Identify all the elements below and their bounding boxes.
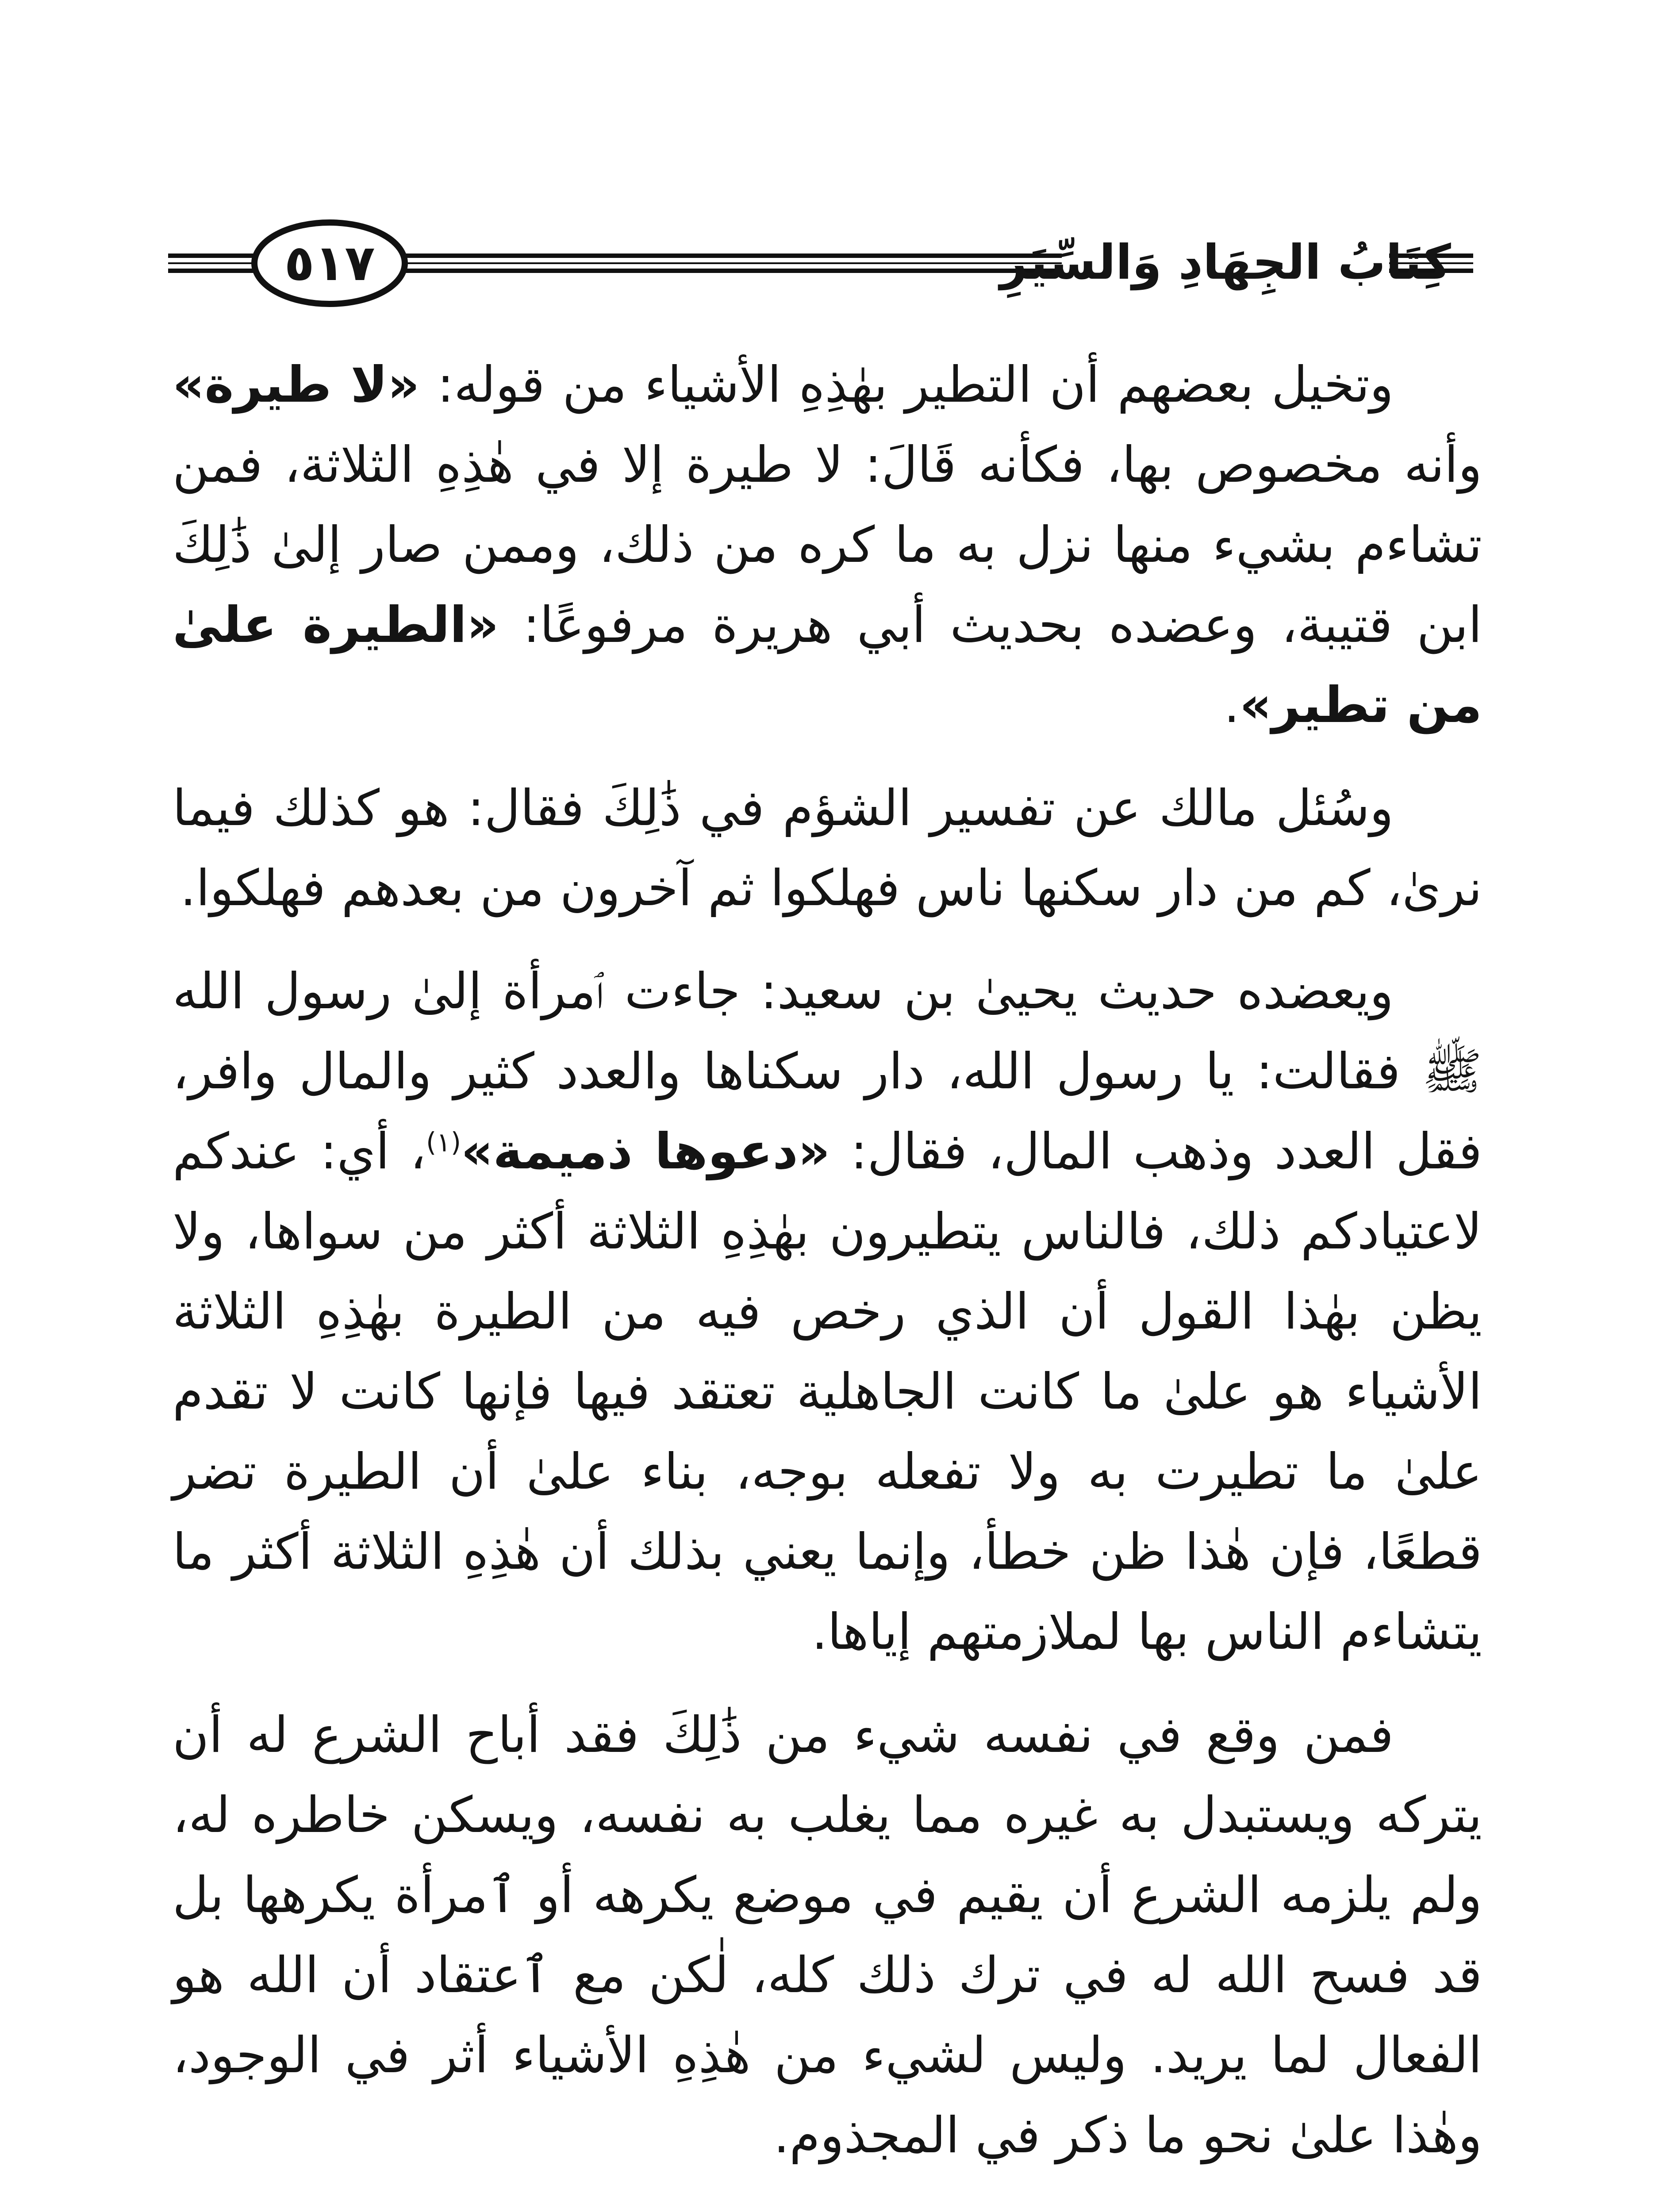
paragraph-text: وأنه مخصوص بها، فكأنه قَالَ: لا طيرة إلا في هٰذِهِ الثلاثة، فمن تشاءم بشيء منها نزل به ما كره من ذلك، وممن صار إلىٰ ذَٰلِكَ ابن قتيبة، وعضده بحديث أبي هريرة مرفوعًا: (173, 436, 1482, 654)
paragraph-1 (173, 345, 1482, 745)
paragraph-text: وتخيل بعضهم أن التطير بهٰذِهِ الأشياء من قوله: (419, 356, 1394, 414)
paragraph-3 (173, 952, 1482, 1672)
paragraph-4: فمن وقع في نفسه شيء من ذَٰلِكَ فقد أباح الشرع له أن يتركه ويستبدل به غيره مما يغلب به نفسه، ويسكن خاطره له، ولم يلزمه الشرع أن يقيم في موضع يكرهه أو ٱمرأة يكرهها بل قد فسح الله له في ترك ذلك كله، لٰكن مع ٱعتقاد أن الله هو الفعال لما يريد. وليس لشيء من هٰذِهِ الأشياء أثر في الوجود، وهٰذا علىٰ نحو ما ذكر في المجذوم. (173, 1706, 1482, 2164)
paragraph-2: وسُئل مالك عن تفسير الشؤم في ذَٰلِكَ فقال: هو كذلك فيما نرىٰ، كم من دار سكنها ناس فهلكوا ثم آخرون من بعدهم فهلكوا. (173, 780, 1482, 917)
footnote-reference[interactable]: (١) (426, 1127, 461, 1158)
running-header-title: كِتَابُ الجِهَادِ وَالسِّيَرِ (1062, 229, 1389, 296)
paragraph-text: ويعضده حديث يحيىٰ بن سعيد: جاءت ٱمرأة إلىٰ رسول الله ﷺ فقالت: يا رسول الله، دار سكناها والعدد كثير والمال وافر، فقل العدد وذهب المال، فقال: (173, 963, 1482, 1180)
main-text (173, 345, 1482, 2199)
hadith-quote: «لا طيرة» (173, 356, 420, 414)
page-number: ٥١٧ (284, 234, 375, 292)
paragraph-text: ، أي: عندكم لاعتيادكم ذلك، فالناس يتطيرون بهٰذِهِ الثلاثة أكثر من سواها، ولا يظن بهٰذا القول أن الذي رخص فيه من الطيرة بهٰذِهِ الثلاثة الأشياء هو علىٰ ما كانت الجاهلية تعتقد فيها فإنها كانت لا تقدم علىٰ ما تطيرت به ولا تفعله بوجه، بناء علىٰ أن الطيرة تضر قطعًا، فإن هٰذا ظن خطأ، وإنما يعني بذلك أن هٰذِهِ الثلاثة أكثر ما يتشاءم الناس بها لملازمتهم إياها. (173, 1123, 1482, 1661)
hadith-quote: «الطيرة علىٰ من تطير» (173, 596, 1482, 734)
paragraph-text: . (1224, 676, 1240, 734)
hadith-quote: «دعوها ذميمة» (461, 1123, 830, 1180)
